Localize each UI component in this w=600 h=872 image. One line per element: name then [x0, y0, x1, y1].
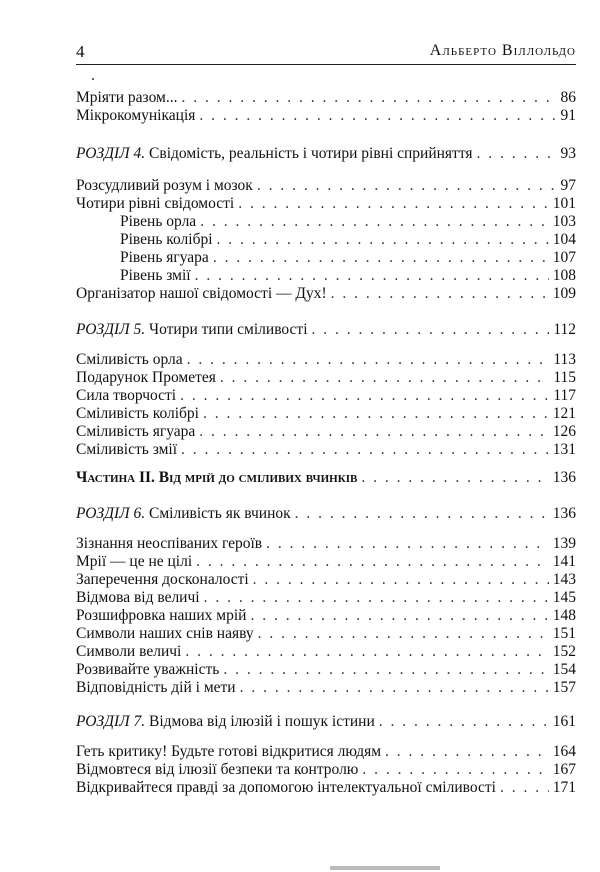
chapter-label: РОЗДІЛ 4. — [76, 145, 146, 162]
chapter-label: РОЗДІЛ 7. — [76, 713, 146, 730]
toc-entry-page: 136 — [552, 505, 576, 522]
toc-entry-title: Відмовтеся від ілюзії безпеки та контролю — [76, 761, 359, 778]
toc-entry — [76, 570, 576, 590]
toc-entry-title: Символи величі — [76, 643, 182, 660]
toc-part — [76, 468, 576, 488]
toc-entry — [76, 386, 576, 406]
page-number: 4 — [76, 42, 85, 61]
toc-entry-page: 136 — [552, 469, 576, 486]
toc-entry — [76, 534, 576, 554]
chapter-label: РОЗДІЛ 5. — [76, 321, 146, 338]
toc-entry-page: 164 — [552, 743, 576, 760]
toc-entry-title: Відмова від величі — [76, 589, 200, 606]
toc-entry-title: Мріяти разом... — [76, 89, 178, 106]
toc-entry-page: 154 — [552, 661, 576, 678]
toc-entry-title: Геть критику! Будьте готові відкритися людям — [76, 743, 382, 760]
toc-entry — [76, 106, 576, 126]
toc-entry-page: 117 — [553, 387, 576, 404]
toc-entry — [76, 552, 576, 572]
chapter-title: Свідомість, реальність і чотири рівні сприйняття — [145, 145, 473, 162]
toc-entry — [76, 88, 576, 108]
toc-entry-page: 108 — [552, 267, 576, 284]
toc-chapter — [76, 504, 576, 524]
toc-entry-page: 139 — [552, 535, 576, 552]
toc-subentry — [76, 248, 576, 268]
toc-entry-page: 171 — [552, 779, 576, 796]
page-header — [76, 36, 576, 65]
chapter-title: Чотири типи сміливості — [145, 321, 308, 338]
toc-entry-page: 161 — [552, 713, 576, 730]
toc-entry-page: 112 — [553, 321, 576, 338]
toc-entry — [76, 760, 576, 780]
toc-entry-title: Розсудливий розум і мозок — [76, 177, 253, 194]
toc-entry-title: Рівень орла — [120, 213, 197, 230]
toc-entry-page: 131 — [552, 441, 576, 458]
toc-entry — [76, 588, 576, 608]
toc-chapter — [76, 144, 576, 164]
toc-entry — [76, 642, 576, 662]
toc-entry-page: 157 — [552, 679, 576, 696]
chapter-title: Сміливість як вчинок — [145, 505, 291, 522]
toc-entry-page: 143 — [552, 571, 576, 588]
toc-entry-title: Відкривайтеся правді за допомогою інтелектуальної сміливості — [76, 779, 496, 796]
toc-entry-title: Розшифровка наших мрій — [76, 607, 247, 624]
toc-subentry — [76, 266, 576, 286]
toc-entry-page: 97 — [560, 177, 576, 194]
toc-entry-title: Сміливість змії — [76, 441, 178, 458]
toc-entry-page: 152 — [552, 643, 576, 660]
toc-entry-title: Подарунок Прометея — [76, 369, 216, 386]
part-title: Частина II. Від мрій до сміливих вчинків — [76, 469, 358, 486]
toc-chapter — [76, 320, 576, 340]
toc-subentry — [76, 212, 576, 232]
toc-entry-title: Рівень ягуара — [120, 249, 209, 266]
toc-entry-page: 145 — [552, 589, 576, 606]
toc-entry-title: Рівень змії — [120, 267, 191, 284]
toc-entry — [76, 606, 576, 626]
toc-entry-title: Сміливість орла — [76, 351, 183, 368]
toc-entry-page: 121 — [552, 405, 576, 422]
toc-entry-title: Сила творчості — [76, 387, 177, 404]
toc-entry — [76, 624, 576, 644]
toc-entry — [76, 440, 576, 460]
toc-entry-page: 151 — [552, 625, 576, 642]
toc-entry-page: 86 — [560, 89, 576, 106]
toc-entry-title: Чотири рівні свідомості — [76, 195, 235, 212]
ink-mark — [92, 78, 94, 80]
toc-entry-title: Заперечення досконалості — [76, 571, 249, 588]
toc-entry-title: Мікрокомунікація — [76, 107, 196, 124]
toc-entry-title: Рівень колібрі — [120, 231, 213, 248]
toc-entry-title: Організатор нашої свідомості — Дух! — [76, 285, 327, 302]
toc-entry — [76, 368, 576, 388]
toc-entry — [76, 778, 576, 798]
toc-entry-page: 107 — [552, 249, 576, 266]
toc-entry — [76, 284, 576, 304]
scan-smudge — [330, 866, 440, 870]
toc-entry — [76, 194, 576, 214]
toc-entry-page: 141 — [552, 553, 576, 570]
toc-entry — [76, 742, 576, 762]
toc-entry-page: 103 — [552, 213, 576, 230]
toc-entry-page: 148 — [552, 607, 576, 624]
toc-entry — [76, 350, 576, 370]
toc-entry — [76, 176, 576, 196]
toc-entry-title: Мрії — це не цілі — [76, 553, 193, 570]
toc-entry-page: 115 — [553, 369, 576, 386]
toc-chapter — [76, 712, 576, 732]
toc-entry-page: 93 — [560, 145, 576, 162]
toc-entry-title: Символи наших снів наяву — [76, 625, 254, 642]
toc-entry — [76, 678, 576, 698]
toc-subentry — [76, 230, 576, 250]
toc-entry-page: 113 — [553, 351, 576, 368]
toc-entry — [76, 404, 576, 424]
toc-entry-page: 126 — [552, 423, 576, 440]
toc-entry-page: 167 — [552, 761, 576, 778]
toc-entry-title: Сміливість колібрі — [76, 405, 199, 422]
toc-entry-title: Сміливість ягуара — [76, 423, 196, 440]
toc-entry-title: Розвивайте уважність — [76, 661, 220, 678]
toc-entry — [76, 660, 576, 680]
toc-entry-page: 104 — [552, 231, 576, 248]
toc-entry-title: Відповідність дій і мети — [76, 679, 236, 696]
toc-entry-page: 109 — [552, 285, 576, 302]
chapter-label: РОЗДІЛ 6. — [76, 505, 146, 522]
toc-entry-page: 101 — [552, 195, 576, 212]
toc-entry-page: 91 — [560, 107, 576, 124]
toc-entry-title: Зізнання неоспіваних героїв — [76, 535, 263, 552]
running-title: Альберто Віллольдо — [429, 42, 576, 59]
chapter-title: Відмова від ілюзій і пошук істини — [145, 713, 375, 730]
toc-entry — [76, 422, 576, 442]
